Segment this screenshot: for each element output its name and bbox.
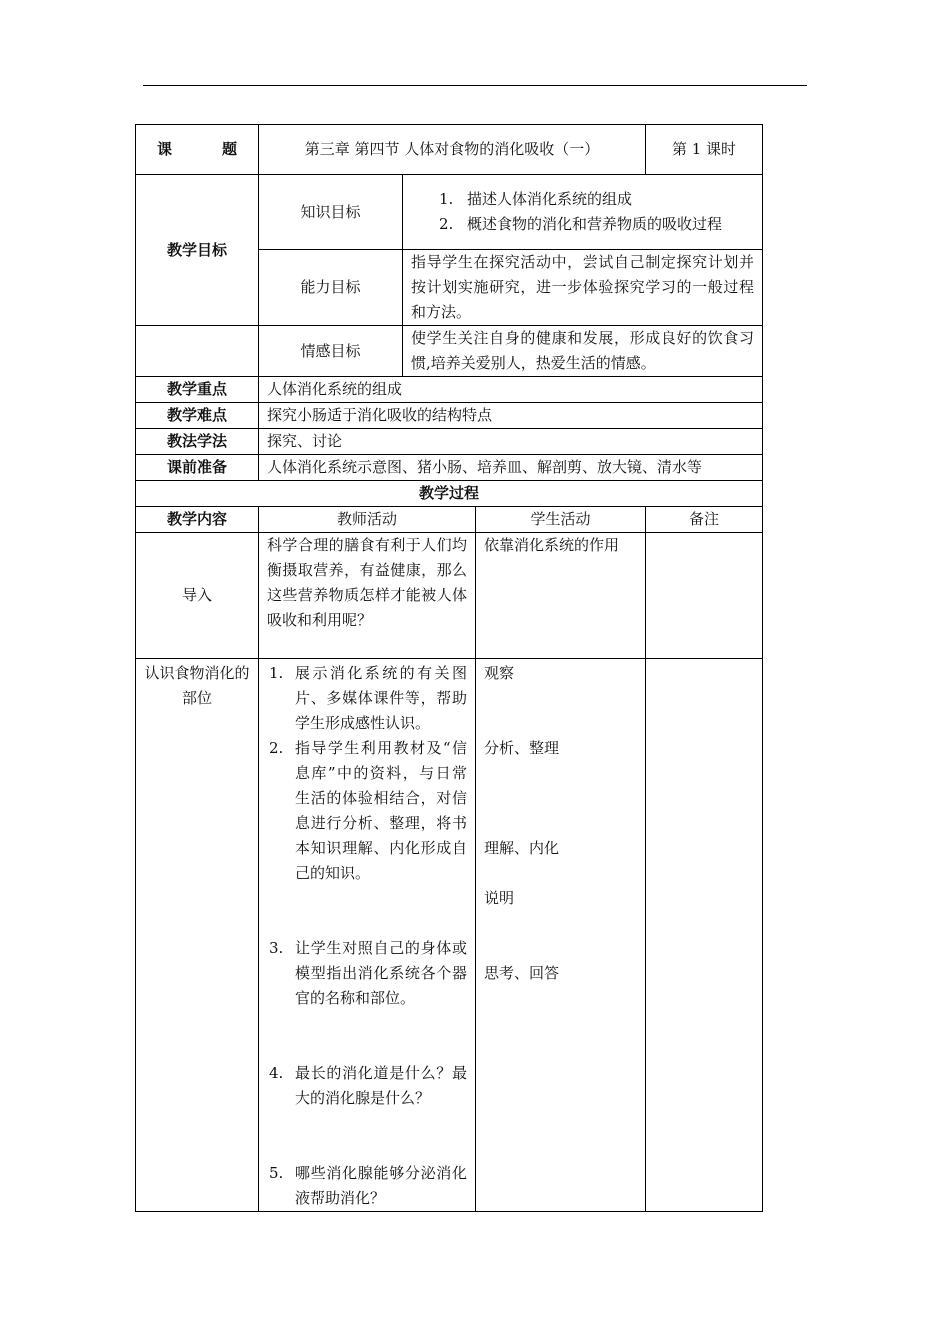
part1-row: [136, 659, 763, 1212]
process-heading-row: [136, 481, 763, 507]
student-item: 说明: [484, 889, 515, 907]
goal-text: 描述人体消化系统的组成: [467, 190, 633, 208]
empty-cell: [136, 326, 259, 377]
info-label: 教学重点: [136, 377, 259, 403]
title-label-a: 课: [156, 140, 172, 158]
teacher-step: [267, 661, 467, 736]
step-text: 哪些消化腺能够分泌消化液帮助消化？: [295, 1164, 467, 1207]
title-label-b: 题: [222, 140, 238, 158]
knowledge-goal-item: [403, 187, 754, 212]
lesson-title: 第三章 第四节 人体对食物的消化吸收（一）: [259, 125, 646, 175]
step-num: 1.: [269, 664, 284, 682]
spacer: [267, 886, 467, 911]
step-num: 4.: [269, 1064, 284, 1082]
column-header: 教学内容: [136, 507, 259, 533]
student-item: 思考、回答: [484, 964, 560, 982]
intro-student-activity: 依靠消化系统的作用: [476, 533, 646, 659]
student-item: 理解、内化: [484, 839, 560, 857]
emotion-goal-label: 情感目标: [259, 326, 403, 377]
info-label: 教学难点: [136, 403, 259, 429]
title-row: [136, 125, 763, 175]
title-label: [136, 125, 259, 175]
teacher-step: [267, 936, 467, 1011]
step-text: 让学生对照自己的身体或模型指出消化系统各个器官的名称和部位。: [295, 939, 467, 1007]
info-row: [136, 429, 763, 455]
info-row: [136, 403, 763, 429]
spacer: [267, 1111, 467, 1136]
lesson-period: 第 1 课时: [646, 125, 763, 175]
step-text: 指导学生利用教材及“信息库”中的资料，与日常生活的体验相结合，对信息进行分析、整理，将书本知识理解、内化形成自己的知识。: [295, 739, 467, 882]
teacher-step: [267, 1161, 467, 1211]
process-header-row: [136, 507, 763, 533]
knowledge-goal-item: [403, 212, 754, 237]
spacer: [267, 911, 467, 936]
step-num: 5.: [269, 1164, 284, 1182]
ability-goal-label: 能力目标: [259, 250, 403, 326]
intro-row: [136, 533, 763, 659]
goal-num: 1.: [439, 190, 454, 208]
info-value: 人体消化系统的组成: [259, 377, 763, 403]
knowledge-goal-list: [403, 175, 763, 250]
info-row: [136, 377, 763, 403]
column-header: 教师活动: [259, 507, 476, 533]
step-num: 3.: [269, 939, 284, 957]
part1-teacher-activity: [259, 659, 476, 1212]
step-text: 最长的消化道是什么？最大的消化腺是什么？: [295, 1064, 467, 1107]
goal-text: 概述食物的消化和营养物质的吸收过程: [467, 215, 723, 233]
info-value: 探究、讨论: [259, 429, 763, 455]
info-row: [136, 455, 763, 481]
teacher-step: [267, 1061, 467, 1111]
spacer: [267, 1011, 467, 1036]
part1-content: 认识食物消化的部位: [136, 659, 259, 1212]
info-value: 探究小肠适于消化吸收的结构特点: [259, 403, 763, 429]
teacher-step: [267, 736, 467, 886]
ability-goal-text: 指导学生在探究活动中，尝试自己制定探究计划并按计划实施研究，进一步体验探究学习的一般过程和方法。: [403, 250, 763, 326]
knowledge-goal-label: 知识目标: [259, 175, 403, 250]
process-heading: 教学过程: [136, 481, 763, 507]
info-label: 课前准备: [136, 455, 259, 481]
student-item: 观察: [484, 664, 515, 682]
column-header: 备注: [646, 507, 763, 533]
column-header: 学生活动: [476, 507, 646, 533]
knowledge-goal-row: [136, 175, 763, 250]
lesson-plan-table: [135, 124, 763, 1212]
goals-label: 教学目标: [136, 175, 259, 326]
intro-teacher-activity: 科学合理的膳食有利于人们均衡摄取营养，有益健康，那么这些营养物质怎样才能被人体吸收和利用呢？: [259, 533, 476, 659]
goal-num: 2.: [439, 215, 454, 233]
part1-student-activity: [476, 659, 646, 1212]
info-value: 人体消化系统示意图、猪小肠、培养皿、解剖剪、放大镜、清水等: [259, 455, 763, 481]
spacer: [267, 1136, 467, 1161]
header-rule: [143, 85, 807, 86]
info-label: 教法学法: [136, 429, 259, 455]
emotion-goal-text: 使学生关注自身的健康和发展，形成良好的饮食习惯,培养关爱别人，热爱生活的情感。: [403, 326, 763, 377]
emotion-goal-row: [136, 326, 763, 377]
spacer: [267, 1036, 467, 1061]
intro-remarks: [646, 533, 763, 659]
part1-remarks: [646, 659, 763, 1212]
step-num: 2.: [269, 739, 284, 757]
step-text: 展示消化系统的有关图片、多媒体课件等，帮助学生形成感性认识。: [295, 664, 467, 732]
intro-content: 导入: [136, 533, 259, 659]
student-item: 分析、整理: [484, 739, 560, 757]
